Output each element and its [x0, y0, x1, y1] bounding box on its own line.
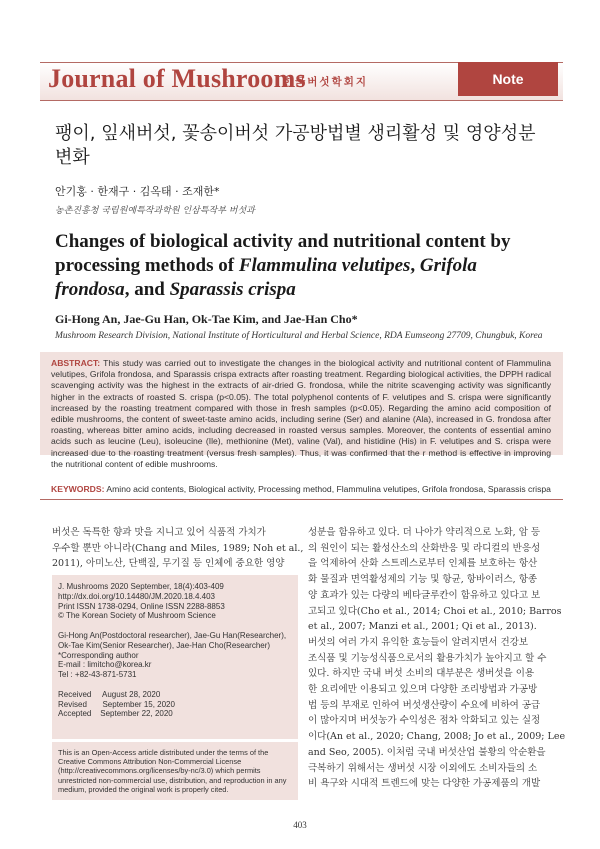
title-part: , [410, 255, 420, 276]
text-line: 비 욕구와 시대적 트렌드에 맞는 다양한 가공제품의 개발 [308, 778, 541, 790]
text-line: 이 많아지며 버섯농가 수익성은 점차 악화되고 있는 실정 [308, 715, 541, 727]
journal-title: Journal of Mushrooms [48, 64, 306, 93]
title-species: Sparassis crispa [169, 279, 296, 300]
keywords-text: Amino acid contents, Biological activity, Processing method, Flammulina velutipes, Grifola frondosa, Sparassis crispa [106, 484, 551, 494]
header-underline [40, 100, 563, 101]
title-species: Flammulina velutipes [238, 255, 411, 276]
info-email[interactable]: E-mail : limitcho@korea.kr [58, 660, 152, 670]
korean-title: 팽이, 잎새버섯, 꽃송이버섯 가공방법별 생리활성 및 영양성분 변화 [55, 123, 536, 168]
abstract [51, 358, 551, 470]
left-column-text [52, 525, 304, 572]
info-spacer [58, 621, 294, 631]
article-type-tab: Note [458, 62, 558, 96]
info-line: Ok-Tae Kim(Senior Researcher), Jae-Han Cho(Researcher) [58, 640, 271, 650]
text-line: 을 억제하여 산화 스트레스로부터 인체를 보호하는 항산 [308, 558, 538, 570]
title-part: , and [124, 279, 170, 300]
info-line: Tel : +82-43-871-5731 [58, 670, 137, 680]
text-line: 버섯은 독특한 향과 맛을 지니고 있어 식품적 가치가 [52, 527, 266, 538]
keywords [51, 484, 556, 494]
title-species: Grifola frondosa [55, 255, 477, 300]
text-line: 양 효과가 있는 다량의 베타글루칸이 함유하고 있다고 보 [308, 589, 541, 601]
info-doi[interactable]: http://dx.doi.org/10.14480/JM.2020.18.4.403 [58, 591, 216, 601]
text-line: 극복하기 위해서는 생버섯 시장 이외에도 소비자들의 소 [308, 762, 538, 774]
right-column-text [308, 525, 566, 792]
english-affiliation: Mushroom Research Division, National Institute of Horticultural and Herbal Science, RDA Eumseong 27709, Chungbuk, Korea [55, 331, 543, 341]
english-title [55, 230, 555, 302]
article-info [58, 582, 294, 719]
english-authors: Gi-Hong An, Jae-Gu Han, Ok-Tae Kim, and Jae-Han Cho* [55, 312, 358, 326]
info-spacer [58, 680, 294, 690]
text-line: 의 원인이 되는 활성산소의 산화반응 및 라디컬의 반응성 [308, 542, 541, 554]
info-line: Received August 28, 2020 [58, 689, 161, 699]
text-line: 버섯의 여러 가지 유익한 효능들이 알려지면서 건강보 [308, 636, 529, 648]
text-line: and Seo, 2005). 이처럼 국내 버섯산업 불황의 악순환을 [308, 746, 546, 758]
open-access-notice: This is an Open-Access article distributed under the terms of the Creative Commons Attribution Non-Commercial License (http://creativecommons.org/licenses/by-nc/3.0) which permits unrestricted non-commercial use, distribution, and reproduction in any medium, provided the original work is properly cited. [58, 748, 287, 794]
info-line: © The Korean Society of Mushroom Science [58, 611, 216, 621]
text-line: et al., 2007; Manzi et al., 2001; Qi et al., 2013). [308, 621, 537, 633]
info-line: Revised September 15, 2020 [58, 699, 175, 709]
text-line: 화 물질과 면역활성제의 기능 및 항균, 항바이러스, 항종 [308, 574, 538, 586]
text-line: 성분을 함유하고 있다. 더 나아가 약리적으로 노화, 암 등 [308, 527, 541, 538]
abstract-label: ABSTRACT: [51, 358, 101, 368]
korean-authors: 안기홍 · 한재구 · 김옥태 · 조재한* [55, 185, 220, 198]
society-name-korean: 한국버섯학회지 [283, 76, 369, 88]
abstract-text: This study was carried out to investigate the changes in the biological activity and nutritional content of Flammulina velutipes, Grifola frondosa, and Sparassis crispa extracts after roasting treatment. Regarding biological activities, the DPPH radical scavenging activity was the highest in the extracts of air-dried G. frondosa, while the nitrite scavenging activity was significantly higher in the extracts of roasted S. crispa (p<0.05). The total polyphenol contents of F. velutipes and S. crispa were significantly increased by the roasting treatment compared with those in fresh samples (p<0.05). Regarding the amino acid composition of edible mushrooms, the content of sweet-taste amino acids, including serine (Ser) and alanine (Ala), increased in G. frondosa after roasting, whereas bitter amino acids, including decreased in roasted versus samples. Moreover, the contents of essential amino acids such as leucine (Leu), isoleucine (Ile), methionine (Met), valine (Val), and histidine (His) in F. velutipes and S. crispa were increased due to the roasting treatment (versus fresh samples). Thus, it was confirmed that the r method is effective in improving the nutritional content of edible mushrooms. [51, 358, 551, 469]
text-line: 있다. 하지만 국내 버섯 소비의 대부분은 생버섯을 이용 [308, 668, 535, 680]
text-line: 법 등의 부재로 인하여 버섯생산량이 수요에 비하여 공급 [308, 699, 541, 711]
keywords-label: KEYWORDS: [51, 484, 105, 494]
info-line: Accepted September 22, 2020 [58, 709, 173, 719]
korean-affiliation: 농촌진흥청 국립원예특작과학원 인삼특작부 버섯과 [55, 206, 255, 216]
info-line: J. Mushrooms 2020 September, 18(4):403-409 [58, 582, 224, 591]
text-line: 한 요리에만 이용되고 있으며 다양한 조리방법과 가공방 [308, 684, 538, 696]
title-part: Changes of biological activity and nutritional content by processing methods of [55, 231, 511, 276]
text-line: 이다(An et al., 2020; Chang, 2008; Jo et al., 2009; Lee [308, 731, 566, 743]
info-line: *Corresponding author [58, 650, 139, 660]
text-line: 우수할 뿐만 아니라(Chang and Miles, 1989; Noh et al., [52, 542, 304, 554]
page-number: 403 [293, 820, 307, 830]
section-divider [40, 499, 563, 500]
text-line: 조식품 및 기능성식품으로서의 활용가치가 높아지고 할 수 [308, 652, 547, 664]
text-line: 고되고 있다(Cho et al., 2014; Choi et al., 2010; Barros [308, 605, 562, 617]
info-line: Gi-Hong An(Postdoctoral researcher), Jae-Gu Han(Researcher), [58, 630, 287, 640]
text-line: 2011), 아미노산, 단백질, 무기질 등 인체에 중요한 영양 [52, 558, 285, 570]
info-line: Print ISSN 1738-0294, Online ISSN 2288-8853 [58, 601, 225, 611]
